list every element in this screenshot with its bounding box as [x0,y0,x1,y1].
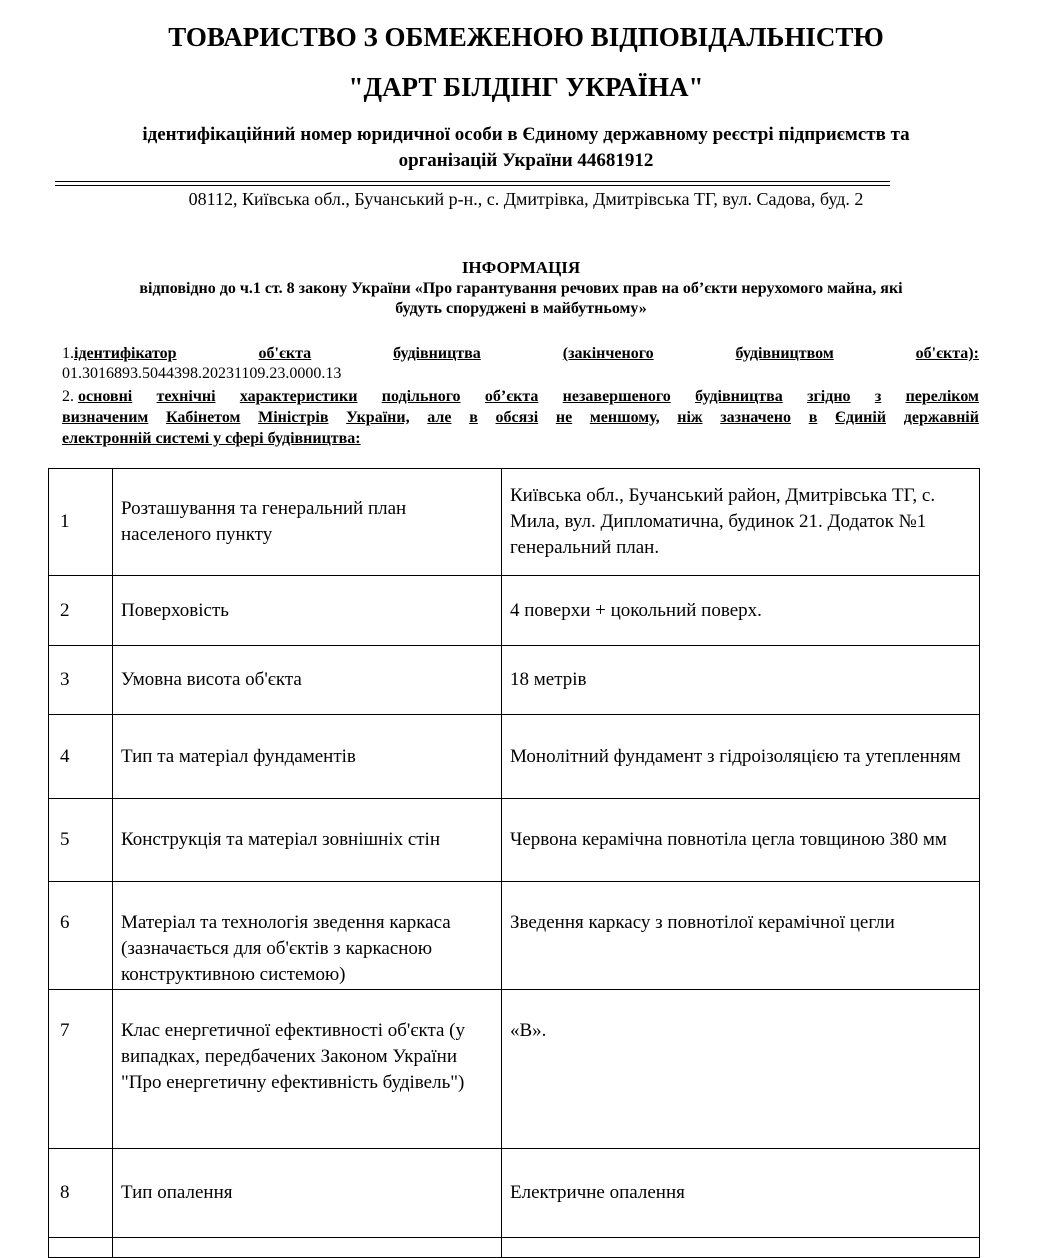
table-row [49,990,980,1149]
row-value: Електричне опалення [502,1149,980,1238]
row-parameter: Тип та матеріал фундаментів [113,715,502,799]
characteristics-table [48,468,980,1258]
registry-number [60,122,992,174]
info-subtitle-line-1: відповідно до ч.1 ст. 8 закону України «Про гарантування речових прав на об’єкти нерухомого майна, які [139,280,903,297]
row-number: 3 [49,646,113,715]
row-parameter: Умовна висота об'єкта [113,646,502,715]
item-2-line-1-word: характеристики [239,388,358,405]
row-number: 1 [49,469,113,576]
item-2-line-2 [62,407,979,428]
row-number: 4 [49,715,113,799]
table-row [49,882,980,990]
item-2-line-2-word: обсязі [495,409,539,426]
header-divider-thin [55,185,890,186]
item-2-line-2-word: зазначено [720,409,791,426]
item-2-line-2-word: в [469,409,478,426]
item-1-label-word: об'єкта [258,345,312,362]
item-1-label [62,344,979,364]
item-2-line-1-word: технічні [156,388,216,405]
item-2-line-2-word: державній [903,409,979,426]
item-2-line-1-word: об’єкта [484,388,539,405]
table-row [49,715,980,799]
info-subtitle-line-2: будуть споруджені в майбутньому» [395,300,647,317]
item-1-label-word: будівництва [393,345,481,362]
row-parameter [113,1238,502,1258]
table-row [49,646,980,715]
item-2-line-1-number: 2. [62,388,78,405]
row-number [49,1238,113,1258]
item-2-line-2-word: Кабінетом [166,409,241,426]
company-type: ТОВАРИСТВО З ОБМЕЖЕНОЮ ВІДПОВІДАЛЬНІСТЮ [168,22,884,52]
item-2-line-2-word: в [808,409,818,426]
row-parameter: Клас енергетичної ефективності об'єкта (у випадках, передбачених Законом України "Про енергетичну ефективність будівель") [113,990,502,1149]
row-number: 6 [49,882,113,990]
item-1-value: 01.3016893.5044398.20231109.23.0000.13 [62,365,342,382]
row-number: 7 [49,990,113,1149]
info-title: ІНФОРМАЦІЯ [461,258,581,277]
header-divider [55,181,890,182]
table-row [49,1149,980,1238]
row-value: Червона керамічна повнотіла цегла товщиною 380 мм [502,799,980,882]
item-1-label-number: 1. [62,345,74,362]
item-2-line-2-word: ніж [677,409,703,426]
table-row [49,576,980,646]
table-row [49,469,980,576]
row-value: «В». [502,990,980,1149]
row-value: Монолітний фундамент з гідроізоляцією та утепленням [502,715,980,799]
item-2-line-2-word: визначеним [62,409,149,426]
table-row [49,799,980,882]
row-parameter: Поверховість [113,576,502,646]
item-2-line-1-word: 2. основні [62,388,133,405]
row-parameter: Тип опалення [113,1149,502,1238]
row-value: 4 поверхи + цокольний поверх. [502,576,980,646]
item-2-line-1 [62,386,979,407]
item-2-line-1-word: з [874,388,882,405]
table-row [49,1238,980,1258]
company-address: 08112, Київська обл., Бучанський р-н., с. Дмитрівка, Дмитрівська ТГ, вул. Садова, буд. 2 [188,189,864,209]
item-1-label-word: 1.ідентифікатор [62,345,177,362]
item-2-line-2-word: меншому, [589,409,660,426]
item-2-line-2-word: Єдиній [835,409,887,426]
item-1-label-word: об'єкта): [915,345,979,362]
item-1-label-word: (закінченого [562,345,654,362]
registry-line-2: організацій України 44681912 [398,150,654,171]
info-subtitle [70,279,972,319]
item-2-line-1-word: згідно [807,388,851,405]
row-parameter: Матеріал та технологія зведення каркаса (зазначається для об'єктів з каркасною конструктивною системою) [113,882,502,990]
row-number: 2 [49,576,113,646]
item-1-label-word: будівництвом [735,345,834,362]
item-2-line-2-word: України, [346,409,410,426]
row-value [502,1238,980,1258]
item-2-line-1-word: подільного [381,388,461,405]
item-2-line-2-word: не [555,409,573,426]
row-value: 18 метрів [502,646,980,715]
registry-line-1: ідентифікаційний номер юридичної особи в Єдиному державному реєстрі підприємств та [142,124,910,145]
row-parameter: Конструкція та матеріал зовнішніх стін [113,799,502,882]
item-2-technical-characteristics [62,386,979,449]
row-value: Зведення каркасу з повнотілої керамічної цегли [502,882,980,990]
item-2-line-1-word: переліком [905,388,979,405]
item-2-line-2-word: Міністрів [258,409,329,426]
item-2-line-3: електронній системі у сфері будівництва: [62,430,361,447]
row-number: 5 [49,799,113,882]
row-value: Київська обл., Бучанський район, Дмитрівська ТГ, с. Мила, вул. Дипломатична, будинок 21. Додаток №1 генеральний план. [502,469,980,576]
company-name: "ДАРТ БІЛДІНГ УКРАЇНА" [348,72,704,102]
item-2-line-2-word: але [427,409,452,426]
row-parameter: Розташування та генеральний план населеного пункту [113,469,502,576]
item-1-object-identifier [62,344,979,384]
item-2-line-1-word: будівництва [695,388,783,405]
row-number: 8 [49,1149,113,1238]
item-2-line-1-word: незавершеного [562,388,671,405]
